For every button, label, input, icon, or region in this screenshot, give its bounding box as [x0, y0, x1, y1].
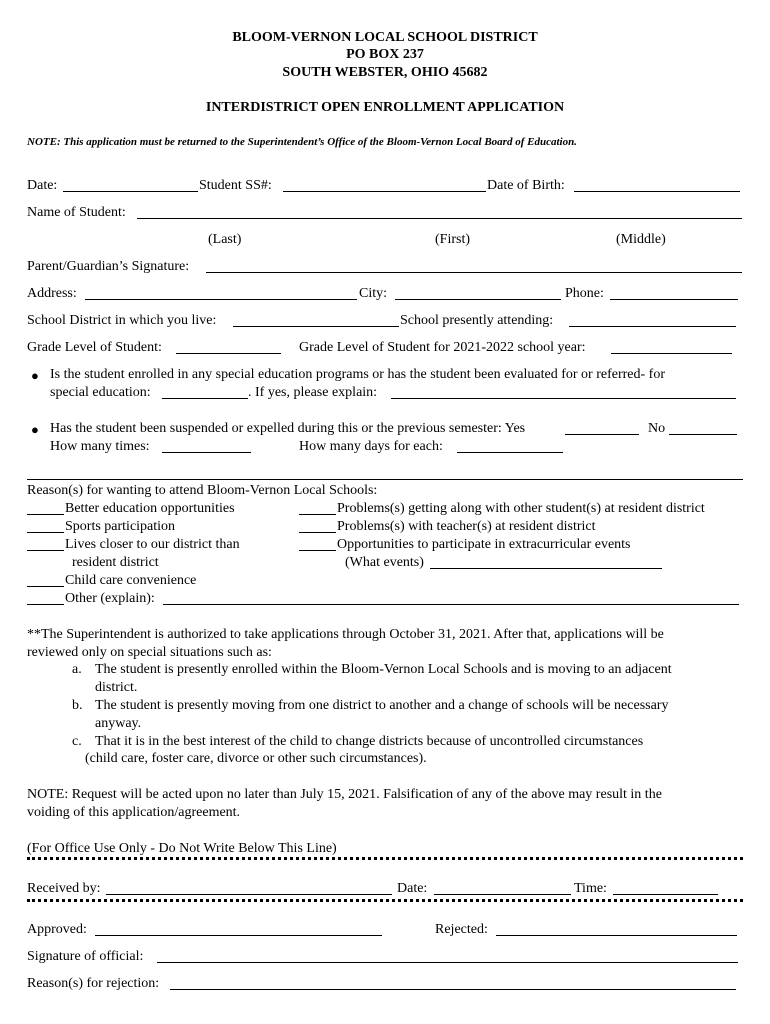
- suspended-question: Has the student been suspended or expelled during this or the previous semester: Yes: [50, 421, 526, 436]
- how-many-times-field[interactable]: [162, 452, 251, 453]
- superintendent-line2: reviewed only on special situations such as:: [27, 645, 272, 660]
- situation-a-line1: The student is presently enrolled within the Bloom-Vernon Local Schools and is moving to an adjacent: [95, 662, 672, 677]
- problems-students-label: Problems(s) getting along with other student(s) at resident district: [337, 501, 705, 516]
- extracurricular-label: Opportunities to participate in extracurricular events: [337, 537, 631, 552]
- dob-field[interactable]: [574, 191, 740, 192]
- situation-b-line1: The student is presently moving from one district to another and a change of schools will be necessary: [95, 698, 669, 713]
- rejection-reasons-field[interactable]: [170, 989, 736, 990]
- note-top: NOTE: This application must be returned to the Superintendent’s Office of the Bloom-Vernon Local Board of Education.: [27, 136, 577, 148]
- note-bottom-line1: NOTE: Request will be acted upon no later than July 15, 2021. Falsification of any of the above may result in the: [27, 787, 662, 802]
- parent-signature-field[interactable]: [206, 272, 742, 273]
- rejection-reasons-label: Reason(s) for rejection:: [27, 976, 160, 991]
- suspended-yes-field[interactable]: [565, 434, 639, 435]
- how-many-times-label: How many times:: [50, 439, 150, 454]
- sports-label: Sports participation: [65, 519, 176, 534]
- school-attending-label: School presently attending:: [400, 313, 554, 328]
- date-label: Date:: [27, 178, 58, 193]
- student-name-field[interactable]: [137, 218, 742, 219]
- grade-next-field[interactable]: [611, 353, 732, 354]
- address-field[interactable]: [85, 299, 357, 300]
- phone-field[interactable]: [610, 299, 738, 300]
- bullet-icon: ●: [31, 422, 39, 437]
- first-name-hint: (First): [435, 232, 470, 247]
- lives-closer-label-cont: resident district: [72, 555, 159, 570]
- rejected-field[interactable]: [496, 935, 737, 936]
- list-marker-c: c.: [72, 734, 82, 749]
- address-label: Address:: [27, 286, 77, 301]
- rejected-label: Rejected:: [435, 922, 488, 937]
- district-live-field[interactable]: [233, 326, 399, 327]
- suspended-no-label: No: [648, 421, 666, 436]
- city-field[interactable]: [395, 299, 561, 300]
- parent-signature-label: Parent/Guardian’s Signature:: [27, 259, 190, 274]
- date-field[interactable]: [63, 191, 198, 192]
- approved-field[interactable]: [95, 935, 382, 936]
- student-ss-field[interactable]: [283, 191, 486, 192]
- official-signature-label: Signature of official:: [27, 949, 144, 964]
- dotted-divider-top: [27, 857, 743, 860]
- better-ed-label: Better education opportunities: [65, 501, 235, 516]
- how-many-days-field[interactable]: [457, 452, 563, 453]
- district-name: BLOOM-VERNON LOCAL SCHOOL DISTRICT: [232, 30, 538, 45]
- official-signature-field[interactable]: [157, 962, 738, 963]
- city-state: SOUTH WEBSTER, OHIO 45682: [282, 65, 488, 80]
- special-ed-answer-field[interactable]: [162, 398, 248, 399]
- po-box: PO BOX 237: [346, 47, 424, 62]
- problems-teachers-check[interactable]: [299, 532, 336, 533]
- situation-c-line1: That it is in the best interest of the child to change districts because of uncontrolled circumstances: [95, 734, 644, 749]
- grade-level-field[interactable]: [176, 353, 281, 354]
- list-marker-b: b.: [72, 698, 83, 713]
- problems-students-check[interactable]: [299, 514, 336, 515]
- office-date-field[interactable]: [434, 894, 571, 895]
- situation-a-line2: district.: [95, 680, 138, 695]
- grade-level-label: Grade Level of Student:: [27, 340, 162, 355]
- sports-check[interactable]: [27, 532, 64, 533]
- office-use-heading: (For Office Use Only - Do Not Write Below This Line): [27, 841, 337, 856]
- last-name-hint: (Last): [208, 232, 242, 247]
- phone-label: Phone:: [565, 286, 604, 301]
- received-by-label: Received by:: [27, 881, 101, 896]
- office-time-label: Time:: [574, 881, 607, 896]
- office-time-field[interactable]: [613, 894, 718, 895]
- extracurricular-check[interactable]: [299, 550, 336, 551]
- middle-name-hint: (Middle): [616, 232, 666, 247]
- reasons-heading: Reason(s) for wanting to attend Bloom-Vernon Local Schools:: [27, 483, 378, 498]
- special-ed-explain-field[interactable]: [391, 398, 736, 399]
- city-label: City:: [359, 286, 388, 301]
- special-ed-question: Is the student enrolled in any special education programs or has the student been evaluated for or referred- for: [50, 367, 665, 382]
- dob-label: Date of Birth:: [487, 178, 565, 193]
- bullet-icon: ●: [31, 368, 39, 383]
- district-live-label: School District in which you live:: [27, 313, 217, 328]
- office-date-label: Date:: [397, 881, 428, 896]
- dotted-divider-bottom: [27, 899, 743, 902]
- special-ed-explain-label: . If yes, please explain:: [248, 385, 378, 400]
- received-by-field[interactable]: [106, 894, 392, 895]
- child-care-check[interactable]: [27, 586, 64, 587]
- school-attending-field[interactable]: [569, 326, 736, 327]
- note-bottom-line2: voiding of this application/agreement.: [27, 805, 241, 820]
- situation-b-line2: anyway.: [95, 716, 142, 731]
- superintendent-line1: **The Superintendent is authorized to take applications through October 31, 2021. After that, applications will be: [27, 627, 664, 642]
- lives-closer-check[interactable]: [27, 550, 64, 551]
- other-explain-field[interactable]: [163, 604, 739, 605]
- situation-c-line2: (child care, foster care, divorce or other such circumstances).: [85, 751, 427, 766]
- student-ss-label: Student SS#:: [199, 178, 272, 193]
- special-ed-label: special education:: [50, 385, 151, 400]
- form-title: INTERDISTRICT OPEN ENROLLMENT APPLICATION: [205, 100, 565, 115]
- problems-teachers-label: Problems(s) with teacher(s) at resident district: [337, 519, 596, 534]
- other-label: Other (explain):: [65, 591, 155, 606]
- list-marker-a: a.: [72, 662, 82, 677]
- other-check[interactable]: [27, 604, 64, 605]
- section-divider: [27, 479, 743, 480]
- student-name-label: Name of Student:: [27, 205, 126, 220]
- what-events-field[interactable]: [430, 568, 662, 569]
- child-care-label: Child care convenience: [65, 573, 197, 588]
- how-many-days-label: How many days for each:: [299, 439, 443, 454]
- approved-label: Approved:: [27, 922, 87, 937]
- what-events-label: (What events): [345, 555, 424, 570]
- lives-closer-label: Lives closer to our district than: [65, 537, 240, 552]
- better-ed-check[interactable]: [27, 514, 64, 515]
- suspended-no-field[interactable]: [669, 434, 737, 435]
- grade-next-label: Grade Level of Student for 2021-2022 school year:: [299, 340, 586, 355]
